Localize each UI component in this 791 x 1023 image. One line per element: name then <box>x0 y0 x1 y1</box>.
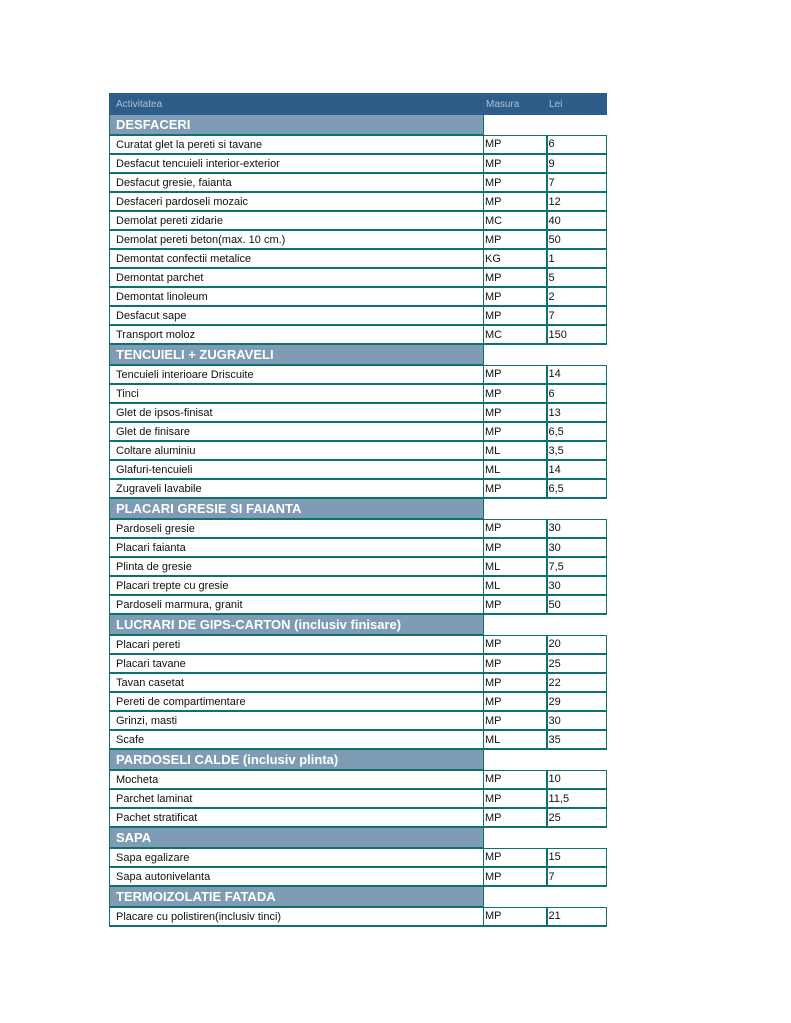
unit-cell: ML <box>484 441 547 460</box>
unit-cell: MP <box>484 808 547 827</box>
unit-cell: MP <box>484 789 547 808</box>
unit-cell: KG <box>484 249 547 268</box>
table-row <box>110 673 607 692</box>
activity-cell: Desfacut sape <box>110 306 484 325</box>
activity-cell: Zugraveli lavabile <box>110 479 484 498</box>
table-row <box>110 595 607 614</box>
price-cell: 35 <box>547 730 607 749</box>
table-row <box>110 635 607 654</box>
section-title: DESFACERI <box>110 115 484 136</box>
price-cell: 12 <box>547 192 607 211</box>
table-row <box>110 230 607 249</box>
section-title: TERMOIZOLATIE FATADA <box>110 886 484 907</box>
table-row <box>110 287 607 306</box>
section-title: PLACARI GRESIE SI FAIANTA <box>110 498 484 519</box>
table-row <box>110 154 607 173</box>
unit-cell: MP <box>484 422 547 441</box>
table-row <box>110 173 607 192</box>
section-blank-cell <box>484 498 607 519</box>
price-cell: 7 <box>547 867 607 886</box>
activity-cell: Demolat pereti zidarie <box>110 211 484 230</box>
activity-cell: Demontat parchet <box>110 268 484 287</box>
price-cell: 20 <box>547 635 607 654</box>
unit-cell: ML <box>484 557 547 576</box>
unit-cell: MP <box>484 770 547 789</box>
table-row <box>110 519 607 538</box>
section-row <box>110 614 607 635</box>
activity-cell: Transport moloz <box>110 325 484 344</box>
section-blank-cell <box>484 749 607 770</box>
table-row <box>110 538 607 557</box>
section-blank-cell <box>484 886 607 907</box>
unit-cell: MP <box>484 595 547 614</box>
activity-cell: Glet de finisare <box>110 422 484 441</box>
unit-cell: ML <box>484 576 547 595</box>
table-row <box>110 867 607 886</box>
activity-cell: Parchet laminat <box>110 789 484 808</box>
price-list-table <box>109 93 607 927</box>
price-cell: 30 <box>547 576 607 595</box>
table-row <box>110 268 607 287</box>
activity-cell: Desfaceri pardoseli mozaic <box>110 192 484 211</box>
unit-cell: MP <box>484 673 547 692</box>
table-row <box>110 711 607 730</box>
price-cell: 14 <box>547 460 607 479</box>
unit-cell: MP <box>484 479 547 498</box>
table-row <box>110 325 607 344</box>
table-row <box>110 907 607 926</box>
activity-cell: Pachet stratificat <box>110 808 484 827</box>
table-row <box>110 808 607 827</box>
table-row <box>110 306 607 325</box>
unit-cell: MP <box>484 848 547 867</box>
activity-cell: Plinta de gresie <box>110 557 484 576</box>
section-row <box>110 115 607 136</box>
table-row <box>110 789 607 808</box>
price-cell: 150 <box>547 325 607 344</box>
unit-cell: MP <box>484 365 547 384</box>
activity-cell: Pardoseli gresie <box>110 519 484 538</box>
section-row <box>110 344 607 365</box>
table-row <box>110 770 607 789</box>
table-row <box>110 211 607 230</box>
table-row <box>110 365 607 384</box>
price-cell: 21 <box>547 907 607 926</box>
section-blank-cell <box>484 344 607 365</box>
column-header-unit: Masura <box>484 94 547 115</box>
section-title: SAPA <box>110 827 484 848</box>
unit-cell: ML <box>484 730 547 749</box>
activity-cell: Grinzi, masti <box>110 711 484 730</box>
section-row <box>110 749 607 770</box>
activity-cell: Sapa autonivelanta <box>110 867 484 886</box>
section-blank-cell <box>484 827 607 848</box>
unit-cell: MP <box>484 538 547 557</box>
unit-cell: MP <box>484 692 547 711</box>
activity-cell: Glafuri-tencuieli <box>110 460 484 479</box>
unit-cell: MP <box>484 268 547 287</box>
unit-cell: MP <box>484 654 547 673</box>
activity-cell: Tavan casetat <box>110 673 484 692</box>
unit-cell: MP <box>484 867 547 886</box>
price-cell: 9 <box>547 154 607 173</box>
unit-cell: MP <box>484 403 547 422</box>
price-cell: 3,5 <box>547 441 607 460</box>
activity-cell: Scafe <box>110 730 484 749</box>
price-cell: 30 <box>547 538 607 557</box>
section-row <box>110 498 607 519</box>
unit-cell: MP <box>484 306 547 325</box>
activity-cell: Placari pereti <box>110 635 484 654</box>
activity-cell: Desfacut gresie, faianta <box>110 173 484 192</box>
table-row <box>110 249 607 268</box>
activity-cell: Pardoseli marmura, granit <box>110 595 484 614</box>
unit-cell: ML <box>484 460 547 479</box>
price-cell: 29 <box>547 692 607 711</box>
price-cell: 6 <box>547 135 607 154</box>
section-blank-cell <box>484 614 607 635</box>
price-cell: 6,5 <box>547 422 607 441</box>
price-cell: 11,5 <box>547 789 607 808</box>
price-cell: 15 <box>547 848 607 867</box>
price-cell: 30 <box>547 519 607 538</box>
activity-cell: Glet de ipsos-finisat <box>110 403 484 422</box>
price-cell: 25 <box>547 654 607 673</box>
section-title: LUCRARI DE GIPS-CARTON (inclusiv finisare) <box>110 614 484 635</box>
unit-cell: MP <box>484 907 547 926</box>
section-row <box>110 886 607 907</box>
activity-cell: Demontat confectii metalice <box>110 249 484 268</box>
activity-cell: Desfacut tencuieli interior-exterior <box>110 154 484 173</box>
table-body <box>110 115 607 927</box>
price-cell: 14 <box>547 365 607 384</box>
table-row <box>110 441 607 460</box>
unit-cell: MP <box>484 192 547 211</box>
activity-cell: Tencuieli interioare Driscuite <box>110 365 484 384</box>
table-row <box>110 422 607 441</box>
price-cell: 6 <box>547 384 607 403</box>
activity-cell: Placari trepte cu gresie <box>110 576 484 595</box>
table-row <box>110 460 607 479</box>
table-row <box>110 135 607 154</box>
price-cell: 50 <box>547 230 607 249</box>
unit-cell: MP <box>484 711 547 730</box>
table-row <box>110 692 607 711</box>
section-title: PARDOSELI CALDE (inclusiv plinta) <box>110 749 484 770</box>
unit-cell: MC <box>484 325 547 344</box>
price-cell: 22 <box>547 673 607 692</box>
section-title: TENCUIELI + ZUGRAVELI <box>110 344 484 365</box>
section-row <box>110 827 607 848</box>
price-cell: 13 <box>547 403 607 422</box>
unit-cell: MP <box>484 635 547 654</box>
column-header-price: Lei <box>547 94 607 115</box>
activity-cell: Tinci <box>110 384 484 403</box>
activity-cell: Coltare aluminiu <box>110 441 484 460</box>
price-cell: 1 <box>547 249 607 268</box>
table-row <box>110 384 607 403</box>
activity-cell: Placari faianta <box>110 538 484 557</box>
unit-cell: MC <box>484 211 547 230</box>
price-cell: 50 <box>547 595 607 614</box>
price-cell: 2 <box>547 287 607 306</box>
price-cell: 7 <box>547 306 607 325</box>
price-cell: 40 <box>547 211 607 230</box>
price-cell: 10 <box>547 770 607 789</box>
price-cell: 7,5 <box>547 557 607 576</box>
activity-cell: Sapa egalizare <box>110 848 484 867</box>
unit-cell: MP <box>484 154 547 173</box>
activity-cell: Demolat pereti beton(max. 10 cm.) <box>110 230 484 249</box>
price-cell: 6,5 <box>547 479 607 498</box>
activity-cell: Mocheta <box>110 770 484 789</box>
table-row <box>110 479 607 498</box>
activity-cell: Pereti de compartimentare <box>110 692 484 711</box>
price-cell: 25 <box>547 808 607 827</box>
table-row <box>110 403 607 422</box>
activity-cell: Placare cu polistiren(inclusiv tinci) <box>110 907 484 926</box>
activity-cell: Demontat linoleum <box>110 287 484 306</box>
table-row <box>110 576 607 595</box>
unit-cell: MP <box>484 384 547 403</box>
table-row <box>110 848 607 867</box>
price-cell: 30 <box>547 711 607 730</box>
unit-cell: MP <box>484 287 547 306</box>
price-cell: 5 <box>547 268 607 287</box>
unit-cell: MP <box>484 173 547 192</box>
table-row <box>110 654 607 673</box>
activity-cell: Placari tavane <box>110 654 484 673</box>
unit-cell: MP <box>484 230 547 249</box>
table-row <box>110 192 607 211</box>
unit-cell: MP <box>484 519 547 538</box>
table-row <box>110 557 607 576</box>
activity-cell: Curatat glet la pereti si tavane <box>110 135 484 154</box>
column-header-activity: Activitatea <box>110 94 484 115</box>
table-header <box>110 94 607 115</box>
unit-cell: MP <box>484 135 547 154</box>
price-cell: 7 <box>547 173 607 192</box>
table-row <box>110 730 607 749</box>
section-blank-cell <box>484 115 607 136</box>
